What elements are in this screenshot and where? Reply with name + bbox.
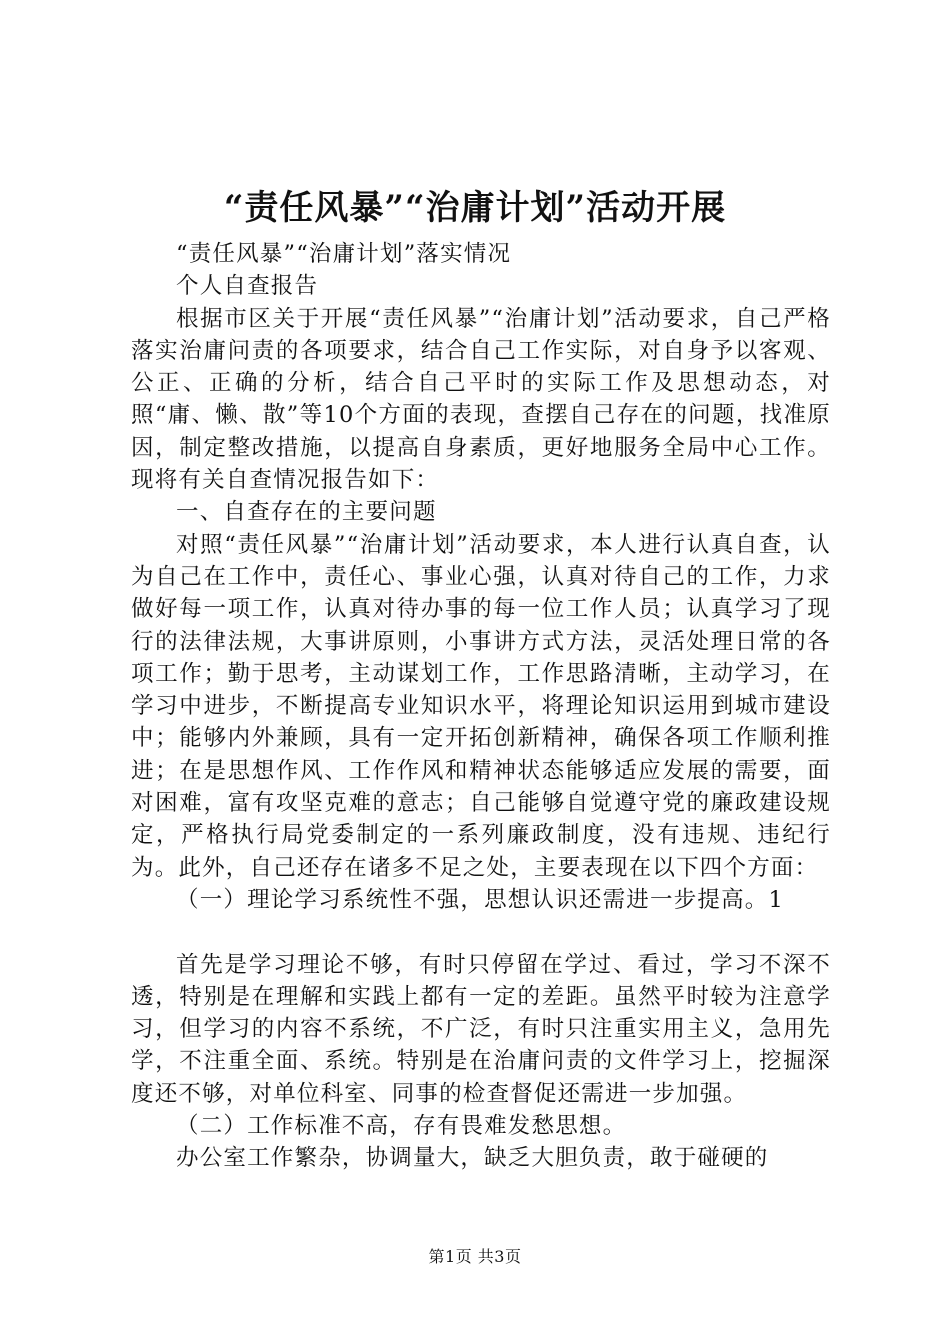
document-body (131, 238, 831, 1175)
subtitle-line-2: 个人自查报告 (176, 273, 319, 300)
subheading-2: （二）工作标准不高，存有畏难发愁思想。 (176, 1113, 627, 1140)
office-work-paragraph: 办公室工作繁杂，协调量大，缺乏大胆负责，敢于碰硬的 (176, 1145, 769, 1172)
page-number-footer: 第1页 共3页 (428, 1247, 522, 1266)
subheading-1: （一）理论学习系统性不强，思想认识还需进一步提高。1 (176, 886, 785, 913)
theory-study-paragraph: 首先是学习理论不够，有时只停留在学过、看过，学习不深不透，特别是在理解和实践上都有一定的差距。虽然平时较为注意学习，但学习的内容不系统，不广泛，有时只注重实用主义，急用先学，不注重全面、系统。特别是在治庸问责的文件学习上，挖掘深度还不够，对单位科室、同事的检查督促还需进一步加强。 (131, 951, 831, 1107)
self-check-paragraph: 对照“责任风暴”“治庸计划”活动要求，本人进行认真自查，认为自己在工作中，责任心、事业心强，认真对待自己的工作，力求做好每一项工作，认真对待办事的每一位工作人员；认真学习了现行的法律法规，大事讲原则，小事讲方式方法，灵活处理日常的各项工作；勤于思考，主动谋划工作，工作思路清晰，主动学习，在学习中进步，不断提高专业知识水平，将理论知识运用到城市建设中；能够内外兼顾，具有一定开拓创新精神，确保各项工作顺利推进；在是思想作风、工作作风和精神状态能够适应发展的需要，面对困难，富有攻坚克难的意志；自己能够自觉遵守党的廉政建设规定，严格执行局党委制定的一系列廉政制度，没有违规、违纪行为。此外，自己还存在诸多不足之处，主要表现在以下四个方面： (131, 531, 831, 881)
subtitle-line-1: “责任风暴”“治庸计划”落实情况 (176, 241, 512, 267)
paragraph-gap (131, 916, 831, 948)
section-heading-1: 一、自查存在的主要问题 (176, 499, 437, 526)
intro-paragraph: 根据市区关于开展“责任风暴”“治庸计划”活动要求，自己严格落实治庸问责的各项要求，结合自己工作实际，对自身予以客观、公正、正确的分析，结合自己平时的实际工作及思想动态，对照“庸、懒、散”等10个方面的表现，查摆自己存在的问题，找准原因，制定整改措施，以提高自身素质，更好地服务全局中心工作。现将有关自查情况报告如下： (131, 305, 831, 494)
document-title: “责任风暴”“治庸计划”活动开展 (223, 188, 727, 228)
